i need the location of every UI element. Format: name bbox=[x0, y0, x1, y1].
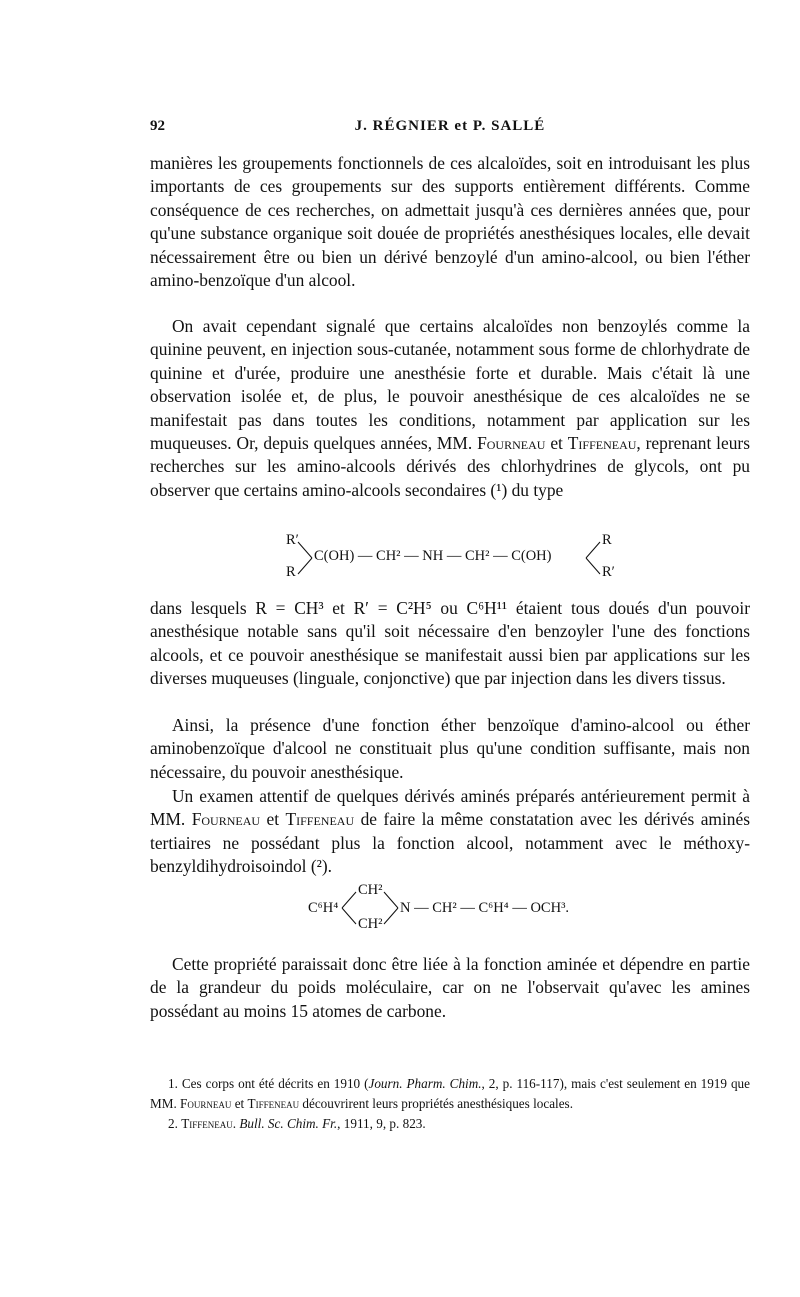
paragraph-6: Cette propriété paraissait donc être liée à la fonction aminée et dépendre en partie de la grandeur du poids moléculaire, car on ne l'observait qu'avec les amines possédant au moins 15 atomes de carbone. bbox=[150, 954, 750, 1021]
page-header bbox=[150, 118, 750, 142]
footnotes bbox=[150, 1074, 750, 1134]
footnote-1-text-d: découvrirent leurs propriétés anesthésiques locales. bbox=[302, 1096, 573, 1111]
paragraph-5-text-c: de faire la même constatation avec les dérivés aminés tertiaires ne possédant plus la fonction alcool, notamment avec le méthoxy-benzyldihydroisoindol (²). bbox=[150, 809, 750, 877]
formula2-left-bonds bbox=[340, 888, 360, 928]
paragraph-5 bbox=[150, 785, 750, 879]
formula-r-top-right: R bbox=[602, 532, 612, 548]
formula-r-bottom-left: R bbox=[286, 564, 296, 580]
paragraph-4: Ainsi, la présence d'une fonction éther benzoïque d'amino-alcool ou éther aminobenzoïque d'alcool ne constituait plus qu'une condition suffisante, mais non nécessaire, du pouvoir anesthésique. bbox=[150, 715, 750, 782]
footnote-2-journal: Bull. Sc. Chim. Fr. bbox=[239, 1116, 338, 1131]
formula-right-bonds bbox=[584, 540, 604, 576]
formula2-left-group: C⁶H⁴ bbox=[308, 900, 339, 916]
formula-left-bonds bbox=[296, 540, 316, 576]
footnote-2 bbox=[150, 1114, 750, 1134]
running-head: J. RÉGNIER et P. SALLÉ bbox=[354, 118, 546, 134]
author-name-tiffeneau: Tiffeneau bbox=[567, 433, 637, 454]
author-name-fourneau-2: Fourneau bbox=[191, 809, 261, 830]
paragraph-2-text-c: , reprenant leurs recherches sur les amino-alcools dérivés des chlorhydrines de glycols, ont pu observer que certains amino-alcools secondaires (¹) du type bbox=[150, 433, 750, 500]
formula-center-chain: C(OH) — CH² — NH — CH² — C(OH) bbox=[314, 548, 552, 564]
footnote-1-author-tiffeneau: Tiffeneau bbox=[247, 1096, 300, 1111]
paragraph-3: dans lesquels R = CH³ et R′ = C²H⁵ ou C⁶H¹¹ étaient tous doués d'un pouvoir anesthésique notable sans qu'il soit nécessaire d'en benzoyler l'une des fonctions alcools, et ce pouvoir anesthésique se manifestait aussi bien par applications sur les diverses muqueuses (linguale, conjonctive) que par injection dans les divers tissus. bbox=[150, 598, 750, 689]
conjunction-text: et bbox=[550, 433, 563, 454]
footnote-1-author-fourneau: Fourneau bbox=[180, 1096, 232, 1111]
paragraph-2 bbox=[150, 315, 750, 502]
footnote-2-period: . bbox=[232, 1116, 237, 1131]
footnote-2-number: 2. bbox=[168, 1116, 178, 1131]
footnote-2-author: Tiffeneau bbox=[181, 1116, 233, 1131]
page-number: 92 bbox=[150, 118, 165, 134]
formula-r-prime-top-left: R′ bbox=[286, 532, 299, 548]
author-name-fourneau: Fourneau bbox=[477, 433, 546, 454]
footnote-1-conjunction: et bbox=[234, 1096, 245, 1111]
footnote-1-text-a: 1. Ces corps ont été décrits en 1910 ( bbox=[168, 1076, 369, 1091]
chemical-formula-amino-alcohol bbox=[150, 528, 750, 588]
formula2-bottom-group: CH² bbox=[358, 916, 383, 932]
conjunction-text-2: et bbox=[266, 809, 280, 830]
author-name-tiffeneau-2: Tiffeneau bbox=[285, 809, 355, 830]
formula2-right-bonds bbox=[382, 888, 402, 928]
paragraph-2-text-a: On avait cependant signalé que certains alcaloïdes non benzoylés comme la quinine peuvent, en injection sous-cutanée, notamment sous forme de chlorhydrate de quinine et d'urée, produire une anesthésie forte et durable. Mais c'était là une observation isolée et, de plus, le pouvoir anesthésique de ces alcaloïdes ne se manifestait pas dans toutes les conditions, notamment par application sur les muqueuses. Or, depuis quelques années, MM. bbox=[150, 316, 750, 454]
footnote-1-text-b: , 2, p. 116-117), mais c'est seulement en 1919 que MM. bbox=[150, 1076, 750, 1111]
footnote-1-journal: Journ. Pharm. Chim. bbox=[368, 1076, 482, 1091]
footnote-1 bbox=[150, 1074, 750, 1114]
formula-r-prime-bottom-right: R′ bbox=[602, 564, 615, 580]
formula2-right-chain: N — CH² — C⁶H⁴ — OCH³. bbox=[400, 900, 570, 916]
footnote-2-text-c: , 1911, 9, p. 823. bbox=[337, 1116, 426, 1131]
paragraph-5-text-a: Un examen attentif de quelques dérivés aminés préparés antérieurement permit à MM. bbox=[150, 786, 750, 830]
formula2-top-group: CH² bbox=[358, 882, 383, 898]
chemical-formula-isoindol bbox=[150, 882, 750, 942]
paragraph-1: manières les groupements fonctionnels de ces alcaloïdes, soit en introduisant les plus importants de ces groupements sur des supports entièrement différents. Comme conséquence de ces recherches, on admettait jusqu'à ces dernières années que, pour qu'une substance organique soit douée de propriétés anesthésiques locales, elle devait nécessairement être ou bien un dérivé benzoylé d'un amino-alcool, ou bien l'éther amino-benzoïque d'un alcool. bbox=[150, 153, 750, 291]
